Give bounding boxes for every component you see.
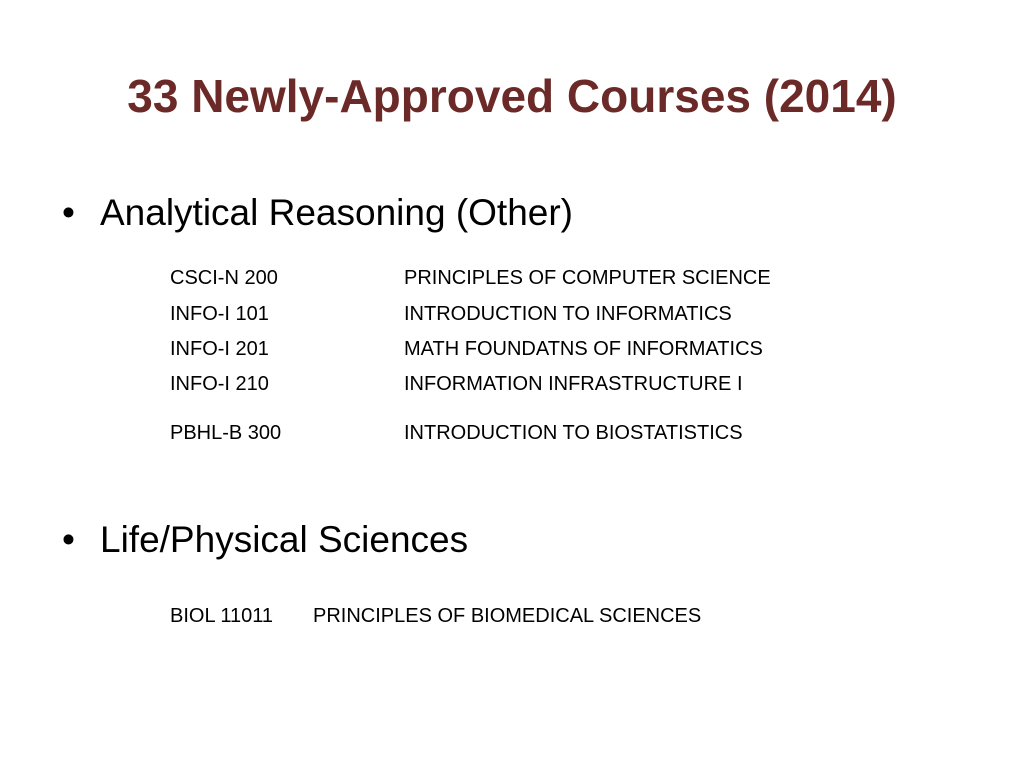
section-heading-label: Life/Physical Sciences bbox=[100, 519, 469, 560]
course-code: CSCI-N 200 bbox=[170, 267, 278, 289]
course-code: PBHL-B 300 bbox=[170, 422, 282, 444]
section-heading-analytical-reasoning bbox=[62, 190, 573, 236]
section-heading-life-physical-sciences bbox=[62, 517, 468, 563]
course-name: INTRODUCTION TO BIOSTATISTICS bbox=[404, 422, 743, 444]
course-code: BIOL 11011 bbox=[170, 605, 274, 627]
course-name: PRINCIPLES OF COMPUTER SCIENCE bbox=[404, 267, 771, 289]
course-code: INFO-I 201 bbox=[170, 338, 269, 360]
course-code: INFO-I 101 bbox=[170, 303, 269, 325]
bullet-icon: • bbox=[62, 519, 75, 560]
section-heading-label: Analytical Reasoning (Other) bbox=[100, 192, 573, 233]
course-name: MATH FOUNDATNS OF INFORMATICS bbox=[404, 338, 763, 360]
bullet-icon: • bbox=[62, 192, 75, 233]
course-code: INFO-I 210 bbox=[170, 373, 269, 395]
course-name: INFORMATION INFRASTRUCTURE I bbox=[404, 373, 743, 395]
course-name: PRINCIPLES OF BIOMEDICAL SCIENCES bbox=[313, 605, 702, 627]
course-name: INTRODUCTION TO INFORMATICS bbox=[404, 303, 732, 325]
slide-title: 33 Newly-Approved Courses (2014) bbox=[127, 70, 897, 122]
